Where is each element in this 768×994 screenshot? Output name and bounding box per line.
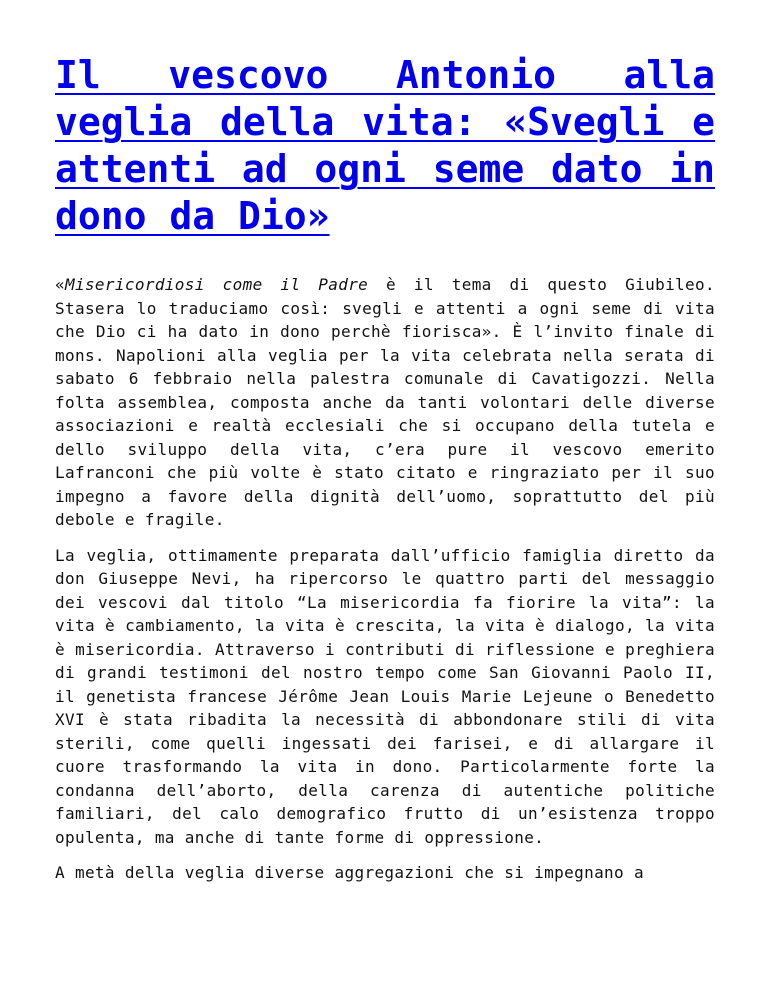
opening-quote: « <box>55 275 65 294</box>
article-body <box>55 273 715 885</box>
paragraph-3: A metà della veglia diverse aggregazioni che si impegnano a <box>55 863 644 882</box>
article-page <box>55 52 715 897</box>
article-title <box>55 52 715 240</box>
paragraph-1 <box>55 273 715 532</box>
jubilee-motto: Misericordiosi come il Padre <box>64 275 369 294</box>
article-title-link[interactable]: Il vescovo Antonio alla veglia della vita: «Svegli e attenti ad ogni seme dato in dono da Dio» <box>55 53 715 238</box>
paragraph-1-text: è il tema di questo Giubileo. Stasera lo traduciamo così: svegli e attenti a ogni seme di vita che Dio ci ha dato in dono perchè fiorisca». È l’invito finale di mons. Napolioni alla veglia per la vita celebrata nella serata di sabato 6 febbraio nella palestra comunale di Cavatigozzi. Nella folta assemblea, composta anche da tanti volontari delle diverse associazioni e realtà ecclesiali che si occupano della tutela e dello sviluppo della vita, c’era pure il vescovo emerito Lafranconi che più volte è stato citato e ringraziato per il suo impegno a favore della dignità dell’uomo, soprattutto del più debole e fragile. <box>55 275 715 529</box>
paragraph-2: La veglia, ottimamente preparata dall’ufficio famiglia diretto da don Giuseppe Nevi, ha ripercorso le quattro parti del messaggio dei vescovi dal titolo “La misericordia fa fiorire la vita”: la vita è cambiamento, la vita è crescita, la vita è dialogo, la vita è misericordia. Attraverso i contributi di riflessione e preghiera di grandi testimoni del nostro tempo come San Giovanni Paolo II, il genetista francese Jérôme Jean Louis Marie Lejeune o Benedetto XVI è stata ribadita la necessità di abbondonare stili di vita sterili, come quelli ingessati dei farisei, e di allargare il cuore trasformando la vita in dono. Particolarmente forte la condanna dell’aborto, della carenza di autentiche politiche familiari, del calo demografico frutto di un’esistenza troppo opulenta, ma anche di tante forme di oppressione. <box>55 545 715 847</box>
